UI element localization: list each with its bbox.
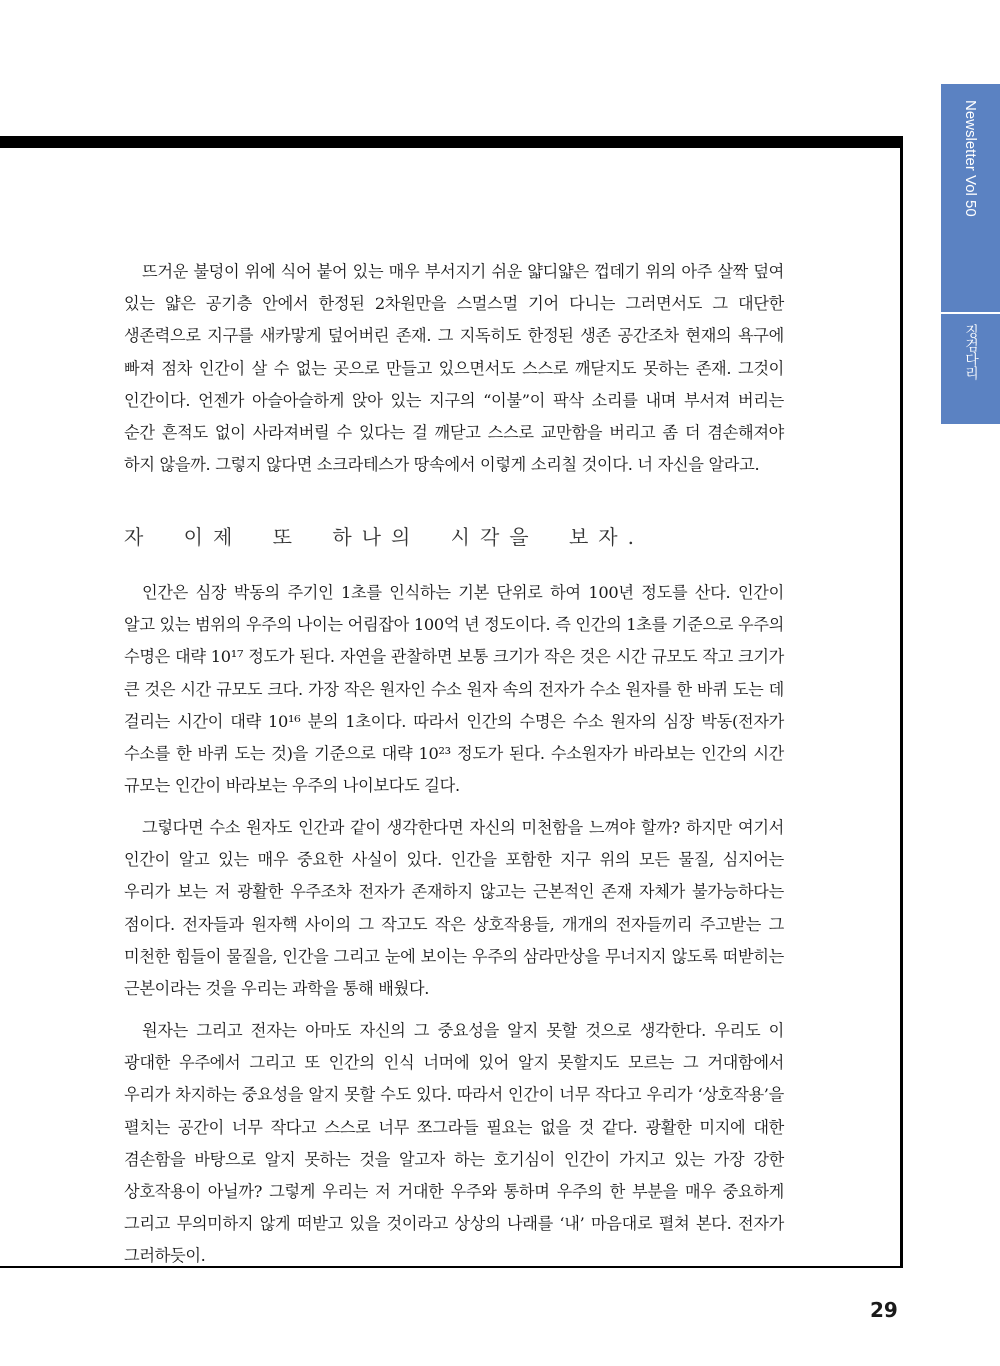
top-rule [0,136,903,148]
paragraph-3: 그렇다면 수소 원자도 인간과 같이 생각한다면 자신의 미천함을 느껴야 할까? 하지만 여기서 인간이 알고 있는 매우 중요한 사실이 있다. 인간을 포함한 지구 위의 모든 물질, 심지어는 우리가 보는 저 광활한 우주조차 전자가 존재하지 않고는 근본적인 존재 자체가 불가능하다는 점이다. 전자들과 원자핵 사이의 그 작고도 작은 상호작용들, 개개의 전자들끼리 주고받는 그 미천한 힘들이 물질을, 인간을 그리고 눈에 보이는 우주의 삼라만상을 무너지지 않도록 떠받히는 근본이라는 것을 우리는 과학을 통해 배웠다. [124,818,784,999]
paragraph-1: 뜨거운 불덩이 위에 식어 붙어 있는 매우 부서지기 쉬운 얇디얇은 껍데기 위의 아주 살짝 덮여 있는 얇은 공기층 안에서 한정된 2차원만을 스멀스멀 기어 다니는 그러면서도 그 대단한 생존력으로 지구를 새카맣게 덮어버린 존재. 그 지독히도 한정된 생존 공간조차 현재의 욕구에 빠져 점차 인간이 살 수 없는 곳으로 만들고 있으면서도 스스로 깨닫지도 못하는 존재. 그것이 인간이다. 언젠가 아슬아슬하게 앉아 있는 지구의 “이불”이 팍삭 소리를 내며 부서져 버리는 순간 흔적도 없이 사라져버릴 수 있다는 걸 깨닫고 스스로 교만함을 버리고 좀 더 겸손해져야 하지 않을까. 그렇지 않다면 소크라테스가 땅속에서 이렇게 소리칠 것이다. 너 자신을 알라고. [124,262,784,475]
side-tab-divider [941,312,1000,314]
side-tab [941,84,1000,424]
newsletter-label: Newsletter Vol 50 [962,100,979,217]
paragraph-4: 원자는 그리고 전자는 아마도 자신의 그 중요성을 알지 못할 것으로 생각한다. 우리도 이 광대한 우주에서 그리고 또 인간의 인식 너머에 있어 알지 못할지도 모르는 그 거대함에서 우리가 차지하는 중요성을 알지 못할 수도 있다. 따라서 인간이 너무 작다고 우리가 ‘상호작용’을 펼치는 공간이 너무 작다고 스스로 너무 쪼그라들 필요는 없을 것 같다. 광활한 미지에 대한 겸손함을 바탕으로 알지 못하는 것을 알고자 하는 호기심이 인간이 가지고 있는 가장 강한 상호작용이 아닐까? 그렇게 우리는 저 거대한 우주와 통하며 우주의 한 부분을 매우 중요하게 그리고 무의미하지 않게 떠받고 있을 것이라고 상상의 나래를 ‘내’ 마음대로 펼쳐 본다. 전자가 그러하듯이. [124,1021,784,1266]
page-number: 29 [870,1298,898,1322]
subheading: 자 이제 또 하나의 시각을 보자. [124,525,644,549]
section-label: 징검다리 [963,324,979,380]
paragraph-2: 인간은 심장 박동의 주기인 1초를 인식하는 기본 단위로 하여 100년 정도를 산다. 인간이 알고 있는 범위의 우주의 나이는 어림잡아 100억 년 정도이다. 즉 인간의 1초를 기준으로 우주의 수명은 대략 10¹⁷ 정도가 된다. 자연을 관찰하면 보통 크기가 작은 것은 시간 규모도 작고 크기가 큰 것은 시간 규모도 크다. 가장 작은 원자인 수소 원자 속의 전자가 수소 원자를 한 바퀴 도는 데 걸리는 시간이 대략 10¹⁶ 분의 1초이다. 따라서 인간의 수명은 수소 원자의 심장 박동(전자가 수소를 한 바퀴 도는 것)을 기준으로 대략 10²³ 정도가 된다. 수소원자가 바라보는 인간의 시간 규모는 인간이 바라보는 우주의 나이보다도 길다. [124,583,784,796]
right-rule [900,136,903,1266]
